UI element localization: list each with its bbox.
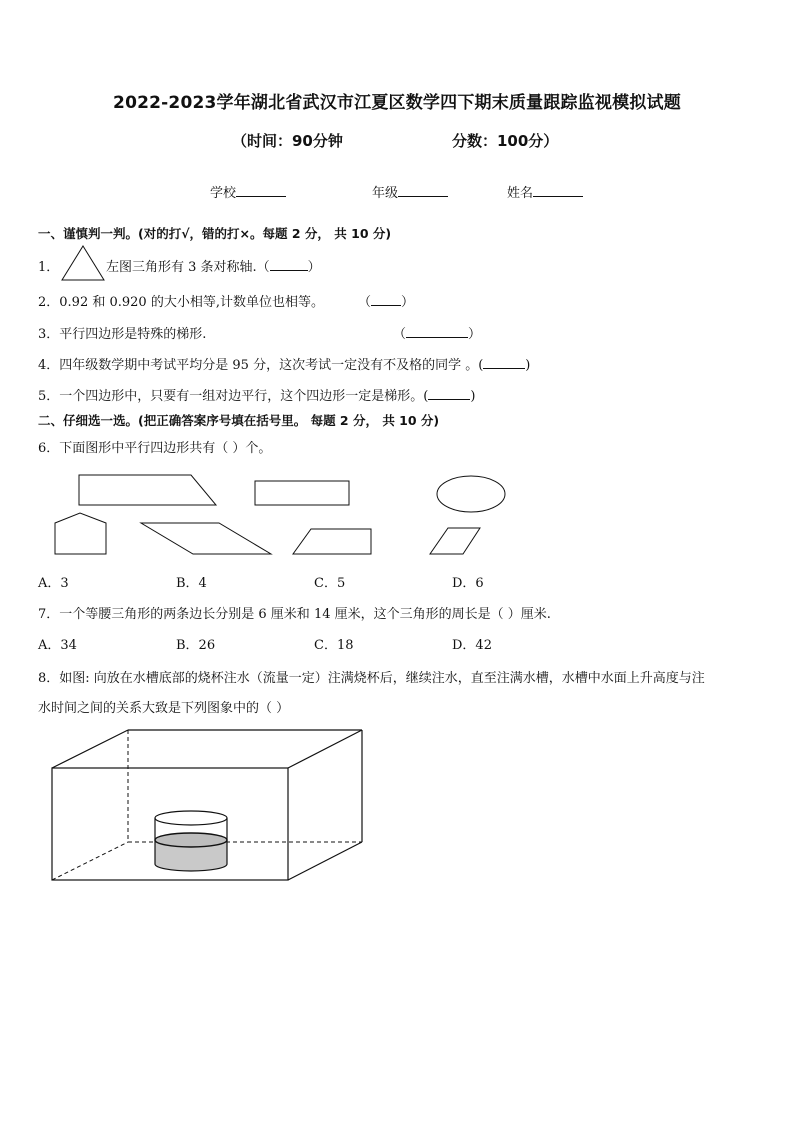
parallelogram-small-shape xyxy=(430,528,480,554)
question-4-text: 4．四年级数学期中考试平均分是 95 分，这次考试一定没有不及格的同学 。( xyxy=(38,358,484,373)
question-8-line2: 水时间之间的关系大致是下列图象中的（ ） xyxy=(38,701,290,716)
exam-score: 分数：100分） xyxy=(452,132,559,150)
question-6-option-a[interactable]: A．3 xyxy=(38,576,69,591)
question-6-option-c[interactable]: C．5 xyxy=(314,576,346,591)
name-label: 姓名 xyxy=(507,186,534,201)
question-2: 2．0.92 和 0.920 的大小相等,计数单位也相等。 xyxy=(38,295,324,310)
question-3: 3．平行四边形是特殊的梯形. xyxy=(38,327,207,342)
grade-blank[interactable] xyxy=(398,184,448,197)
section2-heading: 二、仔细选一选。(把正确答案序号填在括号里。 每题 2 分， 共 10 分) xyxy=(38,413,440,428)
question-6-option-b[interactable]: B．4 xyxy=(176,576,207,591)
question-1 xyxy=(106,256,321,275)
pentagon-shape xyxy=(55,513,106,554)
trapezoid-shape xyxy=(293,529,371,554)
school-blank[interactable] xyxy=(236,184,286,197)
answer-4-blank[interactable] xyxy=(483,356,525,369)
school-label: 学校 xyxy=(210,186,237,201)
triangle-shape xyxy=(62,246,104,280)
question-5-text: 5．一个四边形中，只要有一组对边平行，这个四边形一定是梯形。( xyxy=(38,389,429,404)
question-4-end: ) xyxy=(525,358,531,373)
question-7: 7．一个等腰三角形的两条边长分别是 6 厘米和 14 厘米，这个三角形的周长是（ ）厘米. xyxy=(38,607,551,622)
question-5 xyxy=(38,385,475,404)
grade-field xyxy=(372,182,448,201)
question-1-end: ） xyxy=(307,260,321,275)
exam-title: 2022-2023学年湖北省武汉市江夏区数学四下期末质量跟踪监视模拟试题 xyxy=(113,93,681,113)
rectangle-shape xyxy=(255,481,349,505)
name-field xyxy=(507,182,583,201)
answer-3-open: （ xyxy=(393,327,407,342)
question-8-line1: 8．如图: 向放在水槽底部的烧杯注水（流量一定）注满烧杯后，继续注水，直至注满水槽，水槽中水面上升高度与注 xyxy=(38,671,705,686)
ellipse-shape xyxy=(437,476,505,512)
shapes-figure xyxy=(40,470,540,560)
parallelogram-wide-shape xyxy=(141,523,271,554)
answer-5-blank[interactable] xyxy=(428,387,470,400)
water-tank-figure xyxy=(40,722,370,887)
question-7-option-d[interactable]: D．42 xyxy=(452,638,492,653)
grade-label: 年级 xyxy=(372,186,399,201)
tank-hidden-edge-diagonal xyxy=(52,842,128,880)
answer-1-blank[interactable] xyxy=(270,258,308,271)
answer-2-blank[interactable] xyxy=(371,293,401,306)
answer-3 xyxy=(393,323,481,342)
question-7-option-c[interactable]: C．18 xyxy=(314,638,354,653)
question-5-end: ) xyxy=(470,389,476,404)
question-7-option-a[interactable]: A．34 xyxy=(38,638,77,653)
question-1-number: 1． xyxy=(38,260,60,275)
answer-3-blank[interactable] xyxy=(406,325,468,338)
answer-2 xyxy=(358,291,414,310)
beaker-water-surface xyxy=(155,833,227,847)
school-field xyxy=(210,182,286,201)
answer-2-close: ） xyxy=(401,295,415,310)
question-6-option-d[interactable]: D．6 xyxy=(452,576,484,591)
question-1-text: 左图三角形有 3 条对称轴.（ xyxy=(106,260,270,275)
answer-3-close: ） xyxy=(468,327,482,342)
answer-2-open: （ xyxy=(358,295,372,310)
beaker-rim xyxy=(155,811,227,825)
section1-heading: 一、谨慎判一判。(对的打√，错的打×。每题 2 分， 共 10 分) xyxy=(38,226,392,241)
trapezoid-right-shape xyxy=(79,475,216,505)
question-7-option-b[interactable]: B．26 xyxy=(176,638,216,653)
question-4 xyxy=(38,354,530,373)
exam-time: （时间：90分钟 xyxy=(232,132,343,150)
triangle-figure xyxy=(60,244,106,282)
question-6: 6．下面图形中平行四边形共有（ ）个。 xyxy=(38,441,272,456)
name-blank[interactable] xyxy=(533,184,583,197)
